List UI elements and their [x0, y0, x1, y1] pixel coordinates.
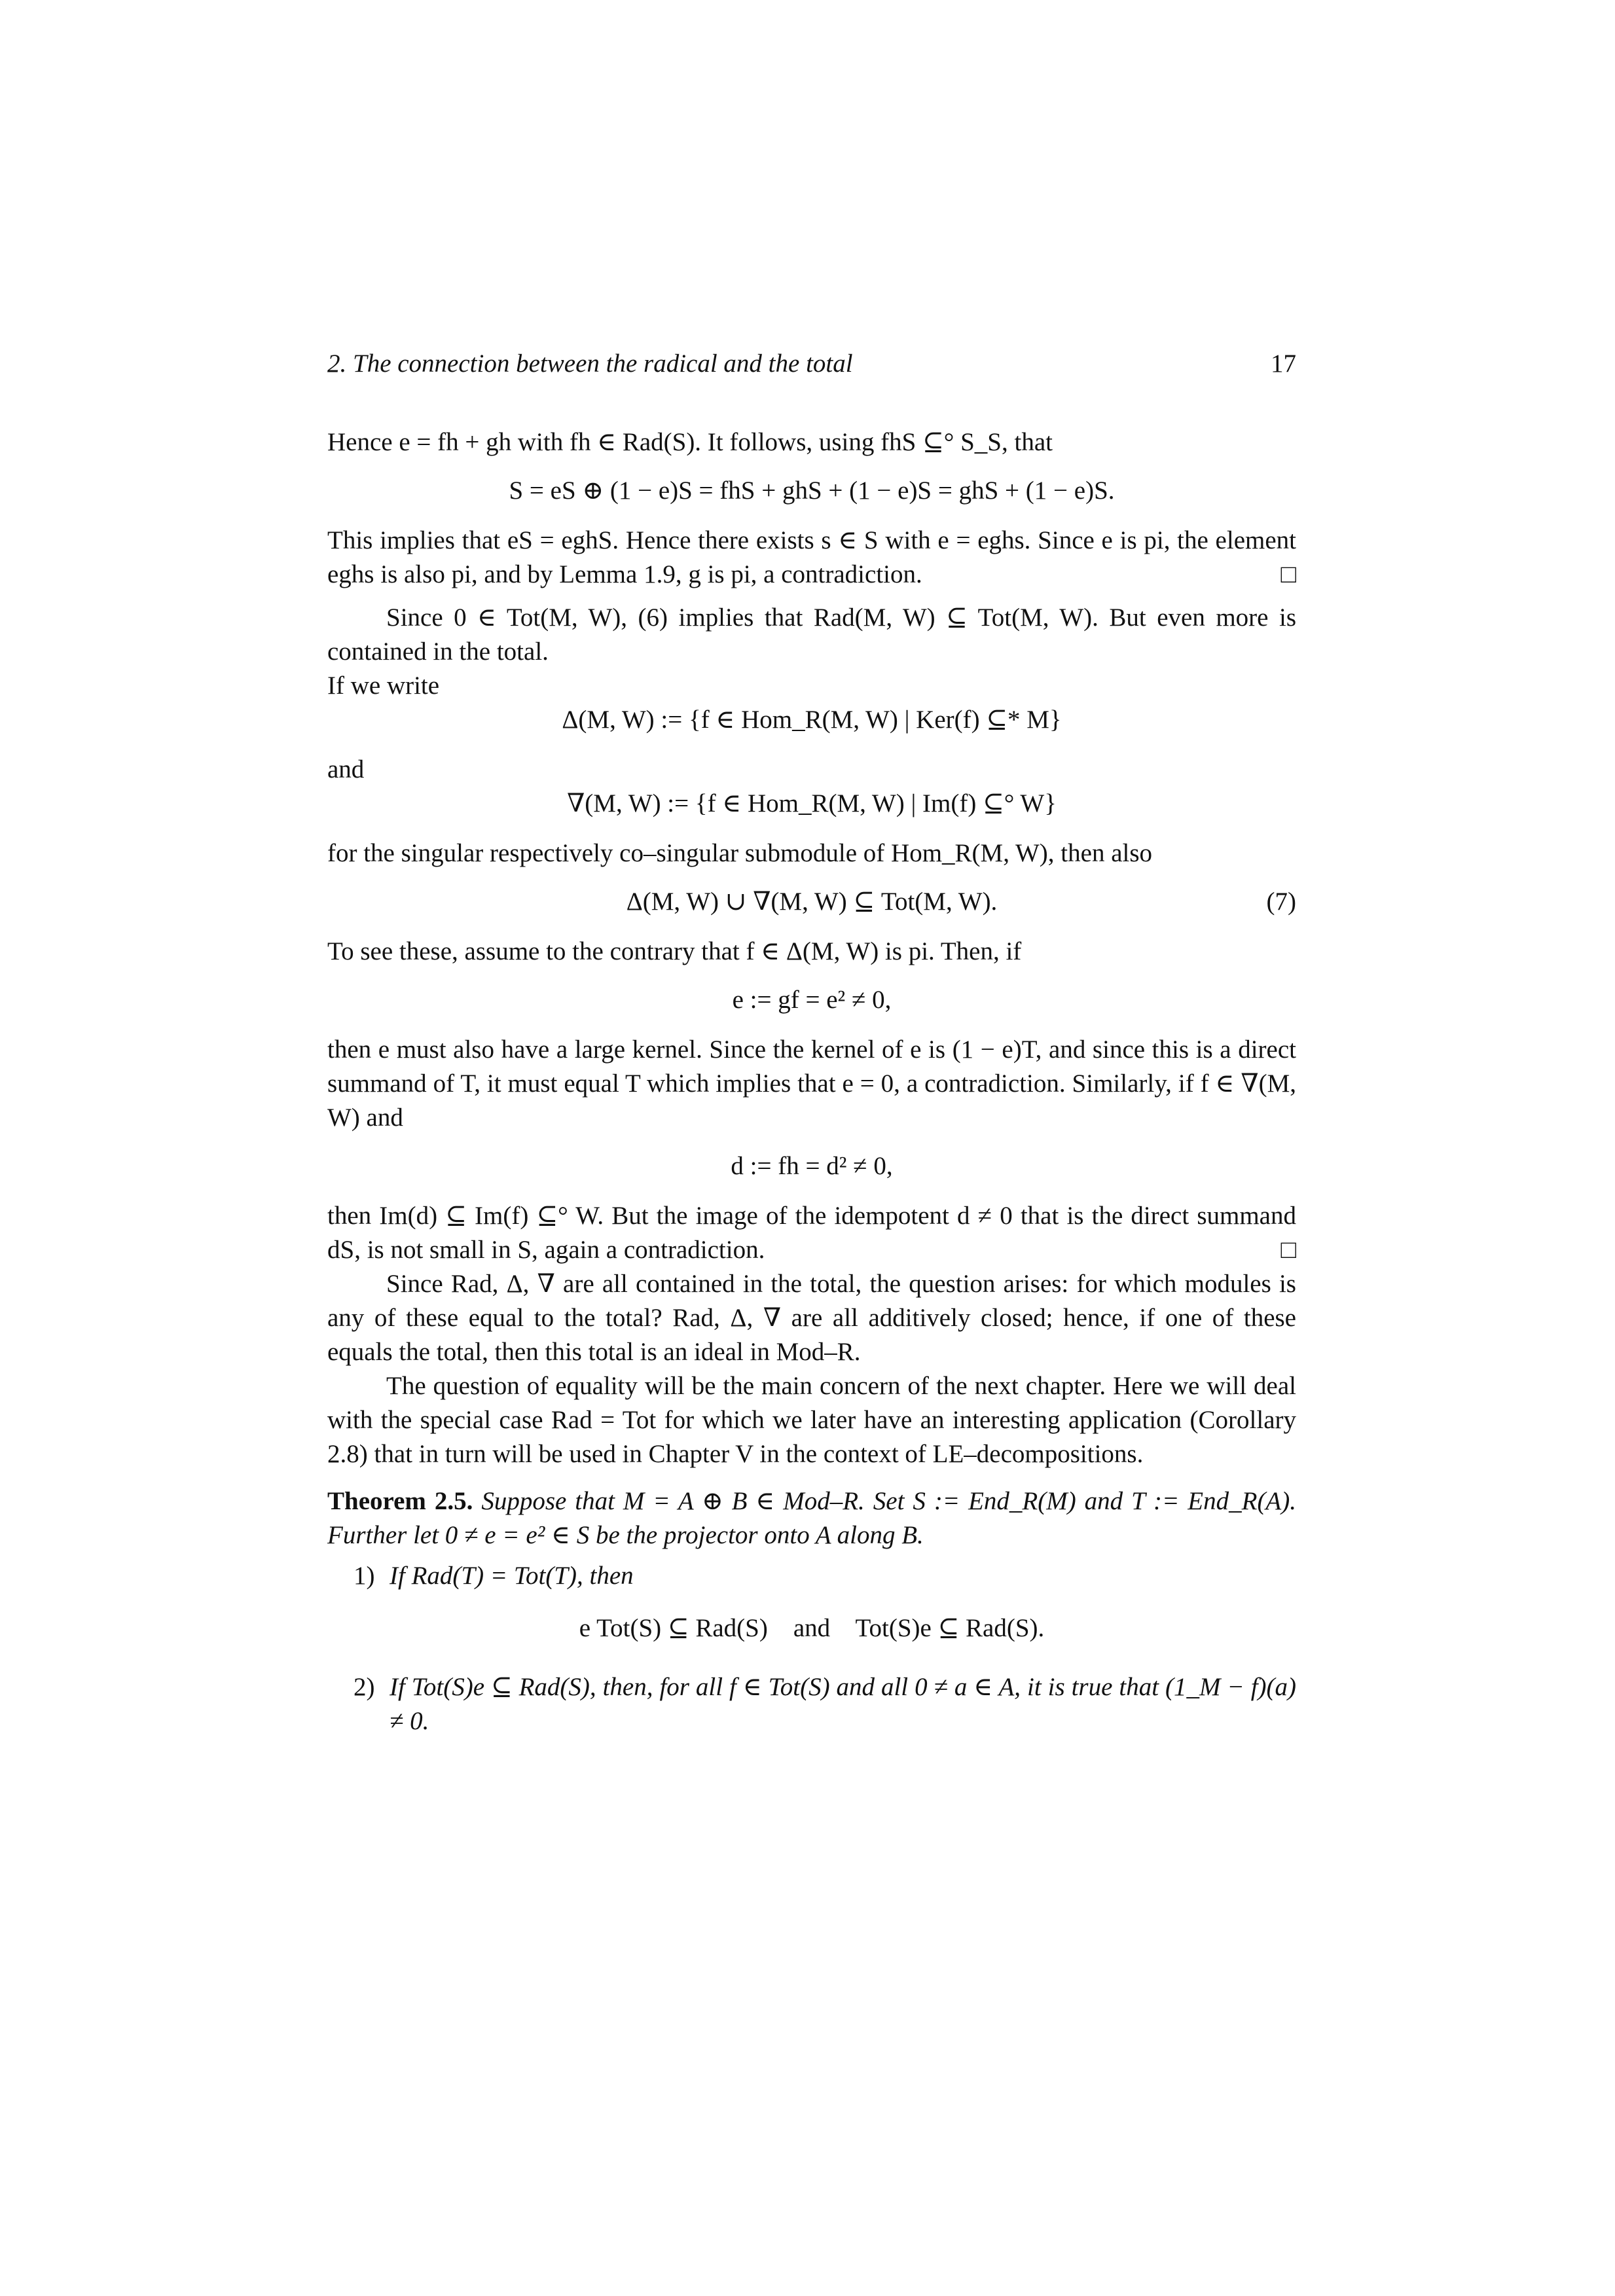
equation-text: Δ(M, W) ∪ ∇(M, W) ⊆ Tot(M, W).: [626, 888, 998, 916]
page-number: 17: [1271, 350, 1296, 378]
display-equation: e Tot(S) ⊆ Rad(S) and Tot(S)e ⊆ Rad(S).: [579, 1614, 1045, 1642]
item-text: If Rad(T) = Tot(T), then: [390, 1562, 634, 1590]
paragraph: Since 0 ∈ Tot(M, W), (6) implies that Rad(M, W) ⊆ Tot(M, W). But even more is contained in the total.: [327, 603, 1296, 666]
paragraph: [327, 524, 1296, 592]
item-label: 2): [354, 1673, 375, 1701]
item-label: 1): [354, 1562, 375, 1590]
paragraph-text: This implies that eS = eghS. Hence there exists s ∈ S with e = eghs. Since e is pi, the element eghs is also pi, and by Lemma 1.9, g is pi, a contradiction.: [327, 526, 1296, 588]
display-equation: e := gf = e² ≠ 0,: [732, 986, 892, 1014]
theorem-item: [327, 1559, 1296, 1593]
paragraph: then e must also have a large kernel. Since the kernel of e is (1 − e)T, and since this is a direct summand of T, it must equal T which implies that e = 0, a contradiction. Similarly, if f ∈ ∇(M, W) and: [327, 1035, 1296, 1132]
theorem: [327, 1484, 1296, 1738]
theorem-item: [327, 1670, 1296, 1738]
display-equation: ∇(M, W) := {f ∈ Hom_R(M, W) | Im(f) ⊆° W}: [567, 789, 1057, 817]
display-equation: S = eS ⊕ (1 − e)S = fhS + ghS + (1 − e)S = ghS + (1 − e)S.: [509, 476, 1115, 505]
equation-number: (7): [1266, 888, 1296, 916]
display-equation: d := fh = d² ≠ 0,: [731, 1152, 893, 1180]
display-equation: [327, 885, 1296, 919]
display-equation: Δ(M, W) := {f ∈ Hom_R(M, W) | Ker(f) ⊆* M}: [562, 706, 1062, 734]
running-header: [327, 347, 1296, 381]
paragraph: for the singular respectively co–singular submodule of Hom_R(M, W), then also: [327, 839, 1153, 867]
paragraph: If we write: [327, 672, 440, 700]
theorem-head: Theorem 2.5.: [327, 1487, 473, 1515]
paragraph: [327, 1199, 1296, 1267]
paragraph: Hence e = fh + gh with fh ∈ Rad(S). It follows, using fhS ⊆° S_S, that: [327, 428, 1053, 456]
paragraph: Since Rad, Δ, ∇ are all contained in the total, the question arises: for which modules is any of these equal to the total? Rad, Δ, ∇ are all additively closed; hence, if one of these equals the total, then this total is an ideal in Mod–R.: [327, 1270, 1296, 1366]
qed-symbol: □: [1280, 1236, 1296, 1264]
paragraph-text: then Im(d) ⊆ Im(f) ⊆° W. But the image of the idempotent d ≠ 0 that is the direct summand dS, is not small in S, again a contradiction.: [327, 1202, 1296, 1264]
paragraph: and: [327, 755, 365, 783]
page-body: [327, 425, 1296, 1738]
header-title: 2. The connection between the radical and the total: [327, 350, 853, 378]
paragraph: To see these, assume to the contrary that f ∈ Δ(M, W) is pi. Then, if: [327, 937, 1022, 965]
item-text: If Tot(S)e ⊆ Rad(S), then, for all f ∈ Tot(S) and all 0 ≠ a ∈ A, it is true that (1_M − f)(a) ≠ 0.: [390, 1673, 1296, 1735]
theorem-statement: Suppose that M = A ⊕ B ∈ Mod–R. Set S := End_R(M) and T := End_R(A). Further let 0 ≠ e = e² ∈ S be the projector onto A along B.: [327, 1487, 1296, 1549]
qed-symbol: □: [1280, 560, 1296, 588]
paragraph: The question of equality will be the main concern of the next chapter. Here we will deal with the special case Rad = Tot for which we later have an interesting application (Corollary 2.8) that in turn will be used in Chapter V in the context of LE–decompositions.: [327, 1372, 1296, 1468]
